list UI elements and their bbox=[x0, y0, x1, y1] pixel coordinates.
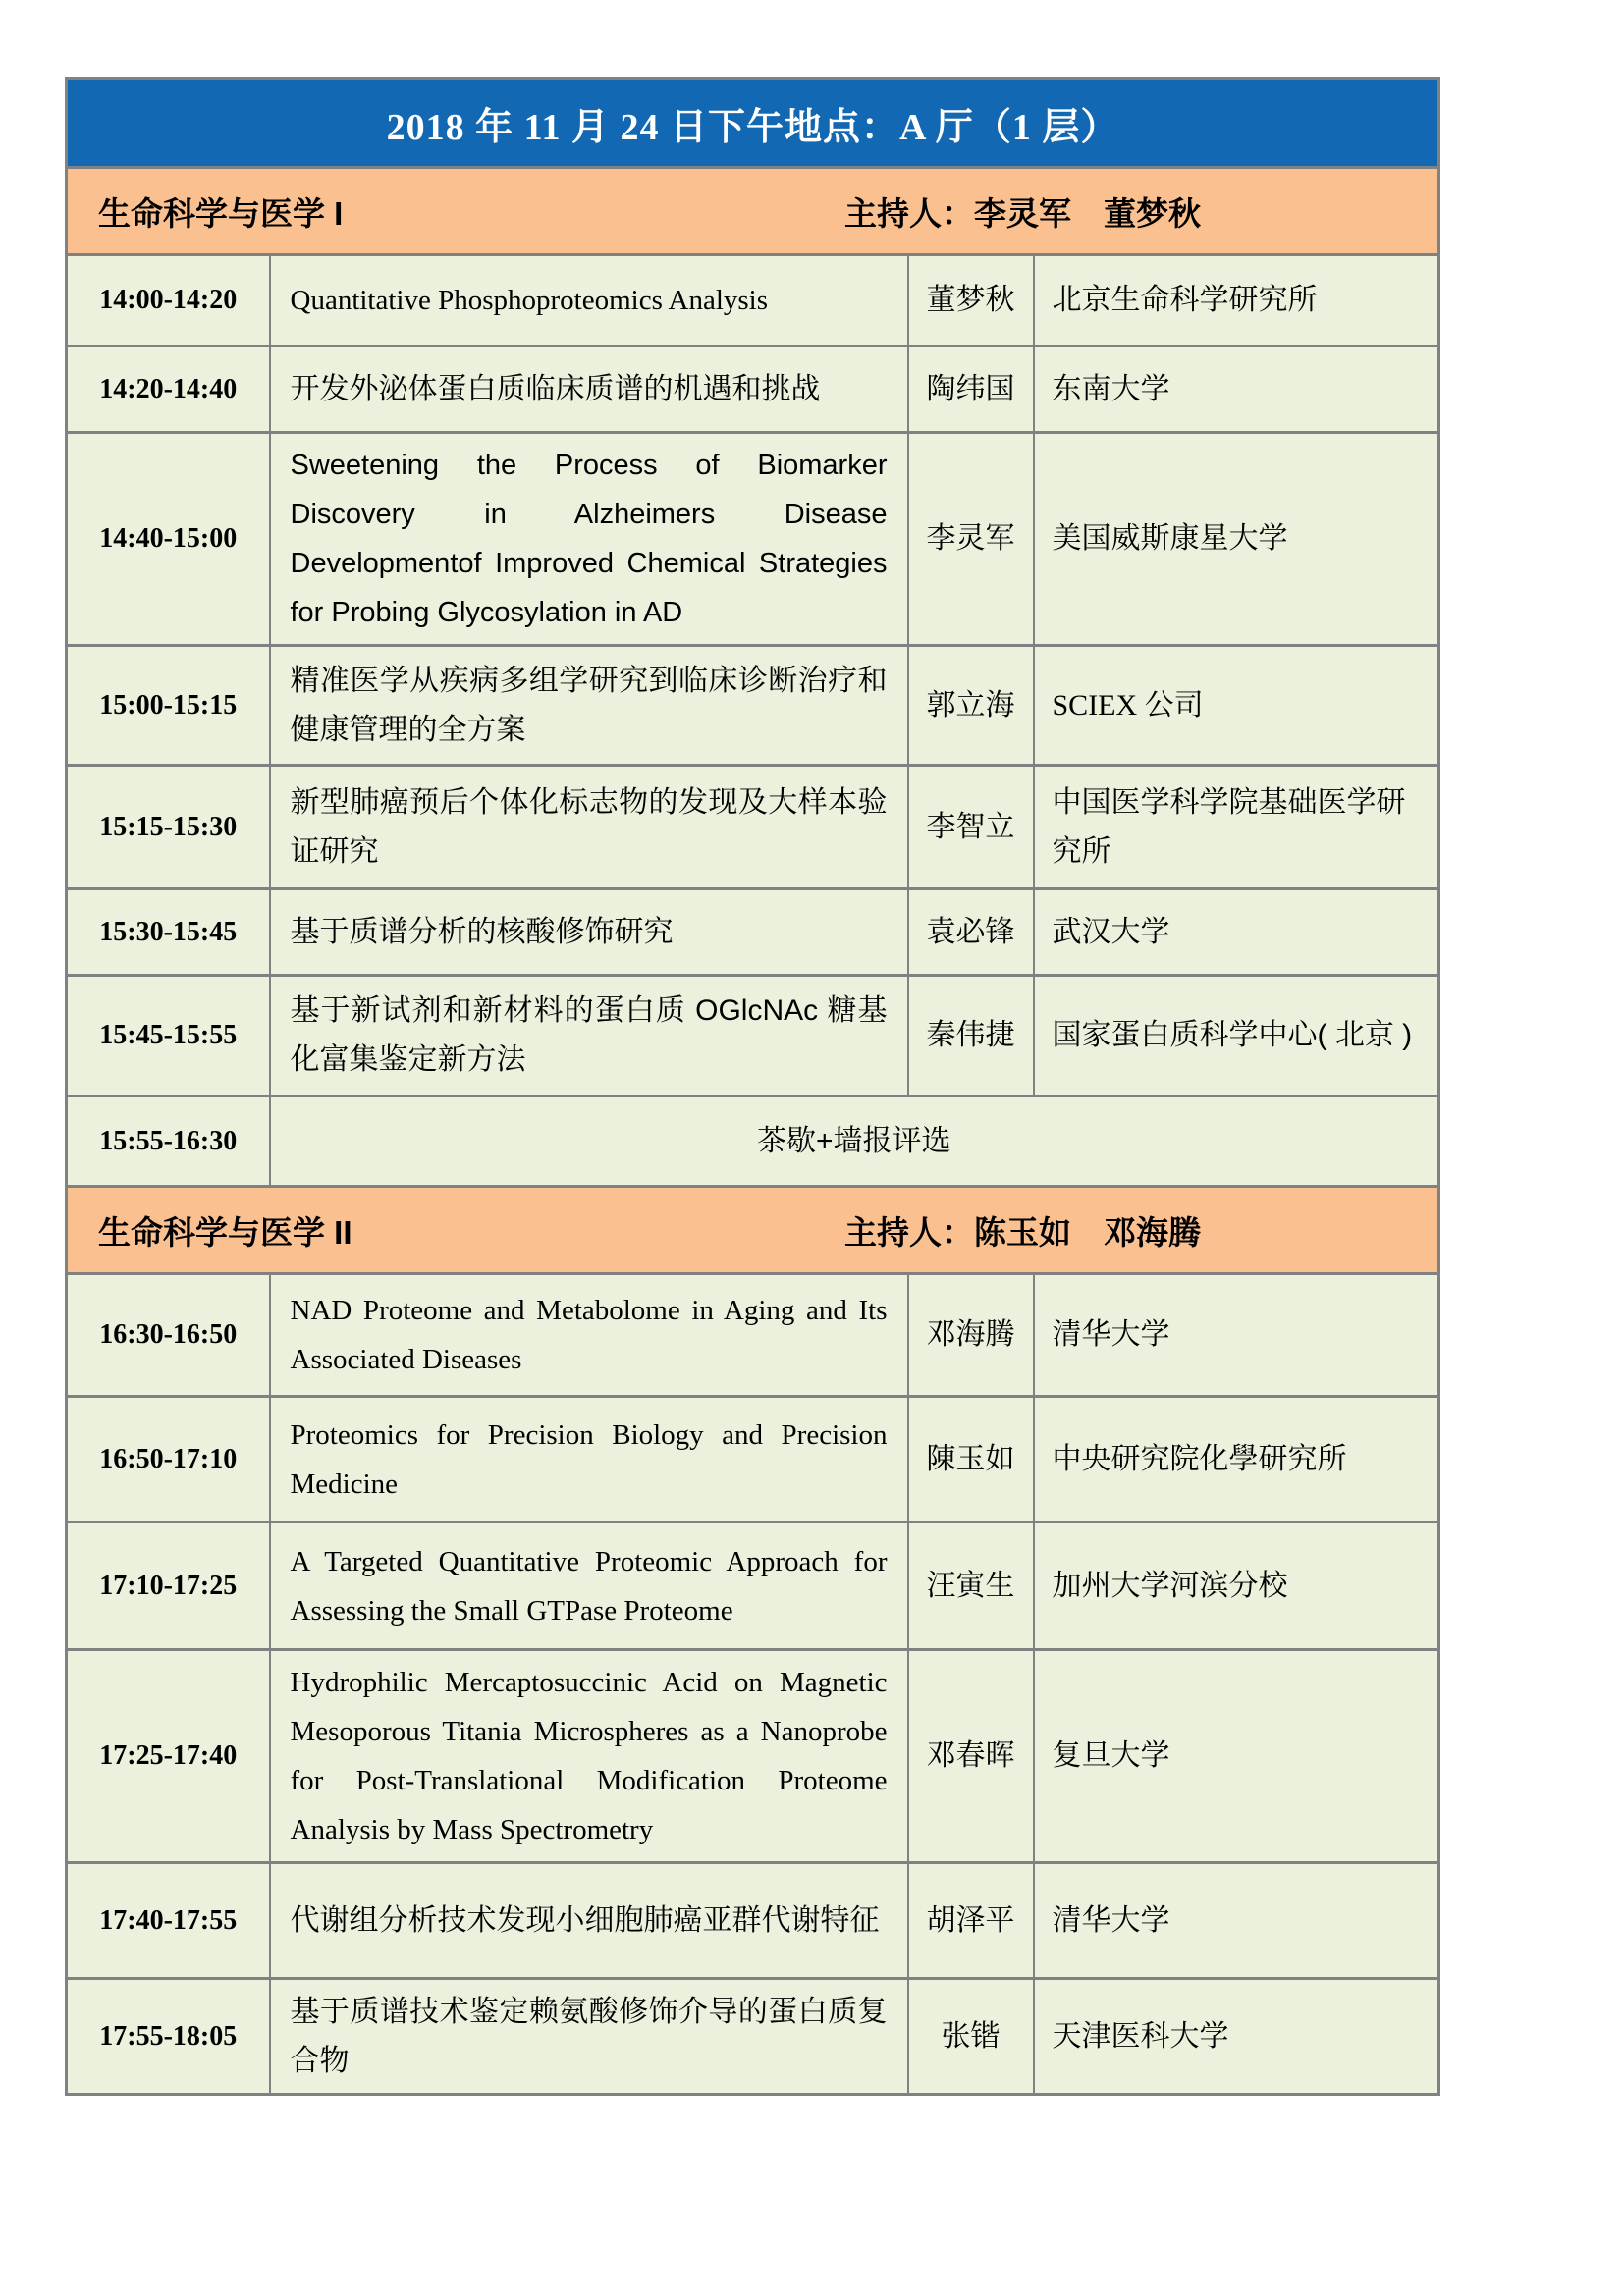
affiliation-cell: 复旦大学 bbox=[1034, 1650, 1439, 1863]
affiliation-cell: SCIEX 公司 bbox=[1034, 646, 1439, 766]
affiliation-cell: 清华大学 bbox=[1034, 1274, 1439, 1397]
time-cell: 15:55-16:30 bbox=[67, 1096, 270, 1187]
speaker-cell: 陶纬国 bbox=[908, 347, 1034, 433]
section-1-header-wrap bbox=[69, 188, 1436, 235]
time-cell: 17:40-17:55 bbox=[67, 1863, 270, 1979]
section-2-header bbox=[67, 1187, 1439, 1274]
table-row bbox=[67, 976, 1439, 1096]
time-cell: 17:25-17:40 bbox=[67, 1650, 270, 1863]
section-header-row bbox=[67, 1187, 1439, 1274]
time-cell: 16:30-16:50 bbox=[67, 1274, 270, 1397]
talk-title-cell: 基于新试剂和新材料的蛋白质 OGlcNAc 糖基化富集鉴定新方法 bbox=[270, 976, 908, 1096]
time-cell: 14:20-14:40 bbox=[67, 347, 270, 433]
affiliation-cell: 天津医科大学 bbox=[1034, 1979, 1439, 2095]
talk-title-cell: 基于质谱技术鉴定赖氨酸修饰介导的蛋白质复合物 bbox=[270, 1979, 908, 2095]
speaker-cell: 秦伟捷 bbox=[908, 976, 1034, 1096]
page-title: 2018 年 11 月 24 日下午地点：A 厅（1 层） bbox=[67, 79, 1439, 168]
table-row bbox=[67, 1650, 1439, 1863]
section-2-name: 生命科学与医学 II bbox=[98, 1213, 352, 1251]
time-cell: 16:50-17:10 bbox=[67, 1397, 270, 1522]
break-cell: 茶歇+墙报评选 bbox=[270, 1096, 1439, 1187]
table-row bbox=[67, 1522, 1439, 1650]
time-cell: 14:00-14:20 bbox=[67, 255, 270, 347]
talk-title-cell: Quantitative Phosphoproteomics Analysis bbox=[270, 255, 908, 347]
section-1-chairs: 主持人：李灵军 董梦秋 bbox=[844, 194, 1202, 232]
affiliation-cell: 加州大学河滨分校 bbox=[1034, 1522, 1439, 1650]
speaker-cell: 董梦秋 bbox=[908, 255, 1034, 347]
talk-title-cell: NAD Proteome and Metabolome in Aging and Its Associated Diseases bbox=[270, 1274, 908, 1397]
speaker-cell: 袁必锋 bbox=[908, 889, 1034, 976]
affiliation-cell: 武汉大学 bbox=[1034, 889, 1439, 976]
section-1-name: 生命科学与医学 I bbox=[98, 194, 344, 232]
speaker-cell: 胡泽平 bbox=[908, 1863, 1034, 1979]
speaker-cell: 邓春晖 bbox=[908, 1650, 1034, 1863]
speaker-cell: 邓海腾 bbox=[908, 1274, 1034, 1397]
time-cell: 15:45-15:55 bbox=[67, 976, 270, 1096]
table-row-break bbox=[67, 1096, 1439, 1187]
talk-title-cell: Proteomics for Precision Biology and Precision Medicine bbox=[270, 1397, 908, 1522]
speaker-cell: 陳玉如 bbox=[908, 1397, 1034, 1522]
talk-title-cell: 开发外泌体蛋白质临床质谱的机遇和挑战 bbox=[270, 347, 908, 433]
talk-title-cell: Sweetening the Process of Biomarker Discovery in Alzheimers Disease Developmentof Improved Chemical Strategies for Probing Glycosylation in AD bbox=[270, 433, 908, 646]
speaker-cell: 郭立海 bbox=[908, 646, 1034, 766]
section-2-chairs: 主持人：陈玉如 邓海腾 bbox=[844, 1213, 1202, 1251]
time-cell: 17:10-17:25 bbox=[67, 1522, 270, 1650]
affiliation-cell: 国家蛋白质科学中心( 北京 ) bbox=[1034, 976, 1439, 1096]
table-row bbox=[67, 889, 1439, 976]
speaker-cell: 李智立 bbox=[908, 766, 1034, 889]
affiliation-cell: 北京生命科学研究所 bbox=[1034, 255, 1439, 347]
table-row bbox=[67, 646, 1439, 766]
table-row bbox=[67, 255, 1439, 347]
section-header-row bbox=[67, 168, 1439, 255]
talk-title-cell: 基于质谱分析的核酸修饰研究 bbox=[270, 889, 908, 976]
speaker-cell: 汪寅生 bbox=[908, 1522, 1034, 1650]
talk-title-cell: 新型肺癌预后个体化标志物的发现及大样本验证研究 bbox=[270, 766, 908, 889]
talk-title-cell: 代谢组分析技术发现小细胞肺癌亚群代谢特征 bbox=[270, 1863, 908, 1979]
table-row bbox=[67, 433, 1439, 646]
time-cell: 15:00-15:15 bbox=[67, 646, 270, 766]
talk-title-cell: Hydrophilic Mercaptosuccinic Acid on Magnetic Mesoporous Titania Microspheres as a Nanoprobe for Post-Translational Modification Proteome Analysis by Mass Spectrometry bbox=[270, 1650, 908, 1863]
affiliation-cell: 中央研究院化學研究所 bbox=[1034, 1397, 1439, 1522]
affiliation-cell: 美国威斯康星大学 bbox=[1034, 433, 1439, 646]
speaker-cell: 李灵军 bbox=[908, 433, 1034, 646]
schedule-table bbox=[65, 77, 1440, 2096]
affiliation-cell: 清华大学 bbox=[1034, 1863, 1439, 1979]
talk-title-cell: 精准医学从疾病多组学研究到临床诊断治疗和健康管理的全方案 bbox=[270, 646, 908, 766]
table-row bbox=[67, 1979, 1439, 2095]
speaker-cell: 张锴 bbox=[908, 1979, 1034, 2095]
table-row bbox=[67, 766, 1439, 889]
table-row bbox=[67, 1397, 1439, 1522]
main-header-row bbox=[67, 79, 1439, 168]
time-cell: 15:30-15:45 bbox=[67, 889, 270, 976]
time-cell: 14:40-15:00 bbox=[67, 433, 270, 646]
affiliation-cell: 东南大学 bbox=[1034, 347, 1439, 433]
time-cell: 17:55-18:05 bbox=[67, 1979, 270, 2095]
time-cell: 15:15-15:30 bbox=[67, 766, 270, 889]
table-row bbox=[67, 347, 1439, 433]
section-1-header bbox=[67, 168, 1439, 255]
section-2-header-wrap bbox=[69, 1207, 1436, 1254]
talk-title-cell: A Targeted Quantitative Proteomic Approach for Assessing the Small GTPase Proteome bbox=[270, 1522, 908, 1650]
table-row bbox=[67, 1274, 1439, 1397]
affiliation-cell: 中国医学科学院基础医学研究所 bbox=[1034, 766, 1439, 889]
table-row bbox=[67, 1863, 1439, 1979]
